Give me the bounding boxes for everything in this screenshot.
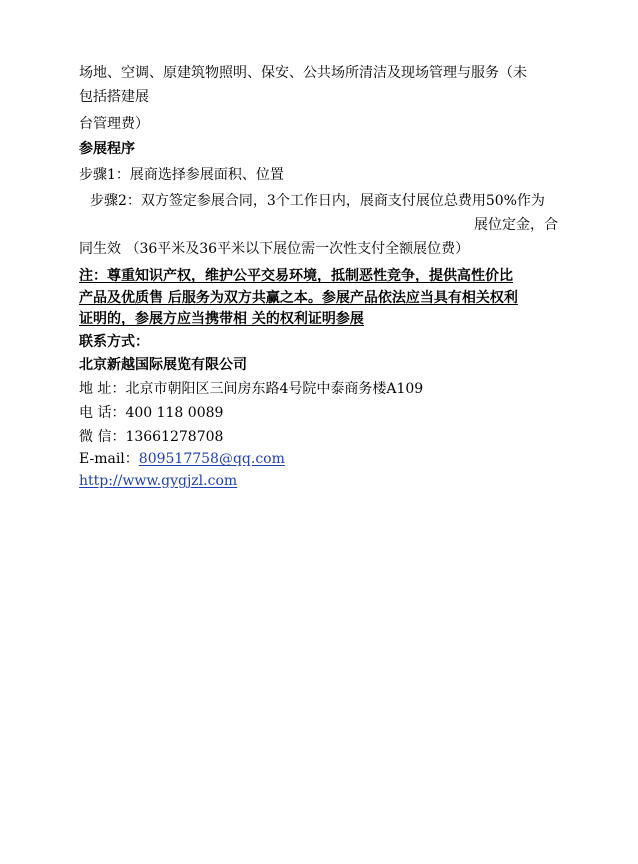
contact-phone: 电 话：400 118 0089 bbox=[79, 405, 224, 421]
procedure-step-2-line-3: 同生效 （36平米及36平米以下展位需一次性支付全额展位费） bbox=[79, 241, 470, 257]
contact-title: 联系方式： bbox=[79, 334, 149, 350]
company-name: 北京新越国际展览有限公司 bbox=[79, 357, 247, 373]
procedure-title: 参展程序 bbox=[79, 141, 135, 157]
website-link[interactable]: http://www.gygjzl.com bbox=[79, 473, 238, 489]
procedure-step-2-line-2: 展位定金，合 bbox=[474, 217, 558, 233]
procedure-step-1: 步骤1：展商选择参展面积、位置 bbox=[79, 167, 284, 183]
contact-email-row bbox=[79, 450, 285, 468]
notice-line-3: 证明的，参展方应当携带相 关的权利证明参展 bbox=[79, 311, 364, 327]
notice-line-2: 产品及优质售 后服务为双方共赢之本。参展产品依法应当具有相关权利 bbox=[79, 290, 518, 306]
notice-line-1: 注：尊重知识产权，维护公平交易环境，抵制恶性竞争，提供高性价比 bbox=[79, 268, 513, 284]
intro-line-1: 场地、空调、原建筑物照明、保安、公共场所清洁及现场管理与服务（未 bbox=[79, 65, 527, 81]
contact-address: 地 址：北京市朝阳区三间房东路4号院中泰商务楼A109 bbox=[79, 381, 424, 397]
email-label: E-mail： bbox=[79, 451, 139, 467]
intro-line-2: 包括搭建展 bbox=[79, 89, 149, 105]
intro-line-3: 台管理费） bbox=[79, 116, 149, 132]
email-link[interactable]: 809517758@qq.com bbox=[138, 451, 285, 467]
contact-wechat: 微 信：13661278708 bbox=[79, 429, 224, 445]
procedure-step-2-line-1: 步骤2：双方签定参展合同，3个工作日内，展商支付展位总费用50%作为 bbox=[90, 193, 545, 209]
